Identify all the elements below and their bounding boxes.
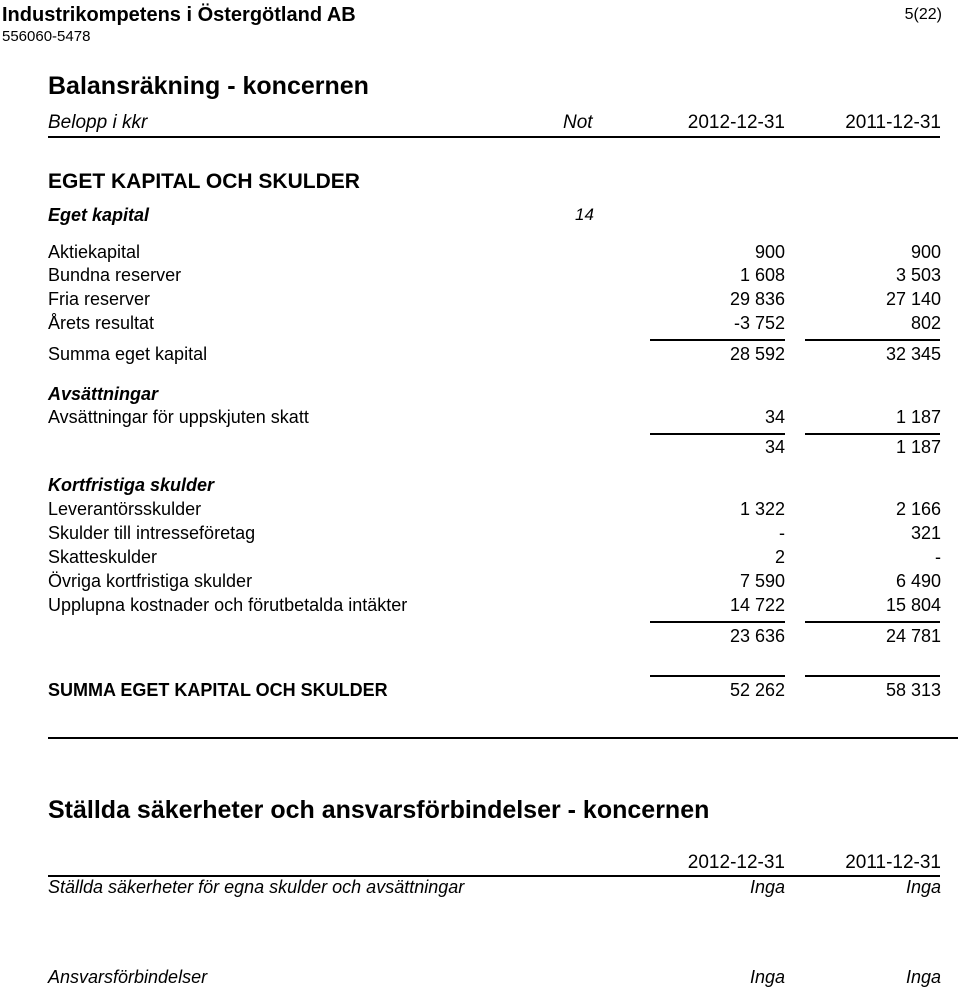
value-2012: 900 xyxy=(754,242,785,262)
subtotal-rule xyxy=(650,621,785,623)
value-2011: 2 166 xyxy=(895,499,941,519)
row-label: Avsättningar för uppskjuten skatt xyxy=(48,407,309,427)
col-2011: 2011-12-31 xyxy=(845,112,941,133)
grand-total-2011: 58 313 xyxy=(885,680,941,700)
org-number: 556060-5478 xyxy=(2,28,91,45)
subtotal-rule xyxy=(805,433,940,435)
subtotal-rule xyxy=(650,339,785,341)
balance-title: Balansräkning - koncernen xyxy=(48,72,369,100)
value-2011: 27 140 xyxy=(885,289,941,309)
value-2012: 7 590 xyxy=(739,571,785,591)
pledged-row-label: Ställda säkerheter för egna skulder och avsättningar xyxy=(48,877,465,897)
pledged-value-2011: Inga xyxy=(905,877,941,897)
row-label: Upplupna kostnader och förutbetalda intäkter xyxy=(48,595,408,615)
total-rule xyxy=(650,675,785,677)
value-2011: - xyxy=(935,547,941,567)
contingent-row-label: Ansvarsförbindelser xyxy=(48,967,208,987)
col-label: Belopp i kkr xyxy=(48,112,148,133)
equity-total-2011: 32 345 xyxy=(885,344,941,364)
row-label: Årets resultat xyxy=(48,313,155,333)
value-2011: 802 xyxy=(910,313,941,333)
col-note: Not xyxy=(563,112,593,133)
pledged-title: Ställda säkerheter och ansvarsförbindelser - koncernen xyxy=(48,796,710,824)
value-2012: 14 722 xyxy=(729,595,785,615)
value-2012: 34 xyxy=(764,407,785,427)
current-heading: Kortfristiga skulder xyxy=(48,475,215,495)
value-2011: 15 804 xyxy=(885,595,941,615)
row-label: Skatteskulder xyxy=(48,547,158,567)
subtotal-rule xyxy=(805,339,940,341)
contingent-value-2012: Inga xyxy=(749,967,785,987)
equity-total-2012: 28 592 xyxy=(729,344,785,364)
row-label: Bundna reserver xyxy=(48,265,182,285)
current-total-2012: 23 636 xyxy=(729,626,785,646)
subtotal-rule xyxy=(805,621,940,623)
value-2012: 29 836 xyxy=(729,289,785,309)
pledged-col-2011: 2011-12-31 xyxy=(845,852,941,873)
row-label: Skulder till intresseföretag xyxy=(48,523,256,543)
contingent-value-2011: Inga xyxy=(905,967,941,987)
row-label: Leverantörsskulder xyxy=(48,499,202,519)
grand-total-2012: 52 262 xyxy=(729,680,785,700)
company-name: Industrikompetens i Östergötland AB xyxy=(2,4,356,26)
value-2012: 2 xyxy=(774,547,785,567)
value-2012: 1 608 xyxy=(739,265,785,285)
equity-heading: Eget kapital xyxy=(48,205,150,225)
total-rule xyxy=(805,675,940,677)
provisions-total-2011: 1 187 xyxy=(895,437,941,457)
row-label: Aktiekapital xyxy=(48,242,141,262)
col-2012: 2012-12-31 xyxy=(687,112,785,133)
value-2011: 6 490 xyxy=(895,571,941,591)
value-2011: 3 503 xyxy=(895,265,941,285)
row-label: Fria reserver xyxy=(48,289,151,309)
value-2012: 1 322 xyxy=(739,499,785,519)
grand-total-label: SUMMA EGET KAPITAL OCH SKULDER xyxy=(48,680,388,700)
provisions-heading: Avsättningar xyxy=(48,384,159,404)
page-number: 5(22) xyxy=(904,6,942,23)
value-2012: - xyxy=(779,523,785,543)
header-rule xyxy=(48,136,940,138)
subtotal-rule xyxy=(650,433,785,435)
value-2011: 321 xyxy=(910,523,941,543)
pledged-col-2012: 2012-12-31 xyxy=(687,852,785,873)
value-2011: 900 xyxy=(910,242,941,262)
equity-total-label: Summa eget kapital xyxy=(48,344,208,364)
current-total-2011: 24 781 xyxy=(885,626,941,646)
equity-note: 14 xyxy=(575,205,594,224)
value-2011: 1 187 xyxy=(895,407,941,427)
section-title: EGET KAPITAL OCH SKULDER xyxy=(48,170,360,193)
row-label: Övriga kortfristiga skulder xyxy=(48,571,253,591)
value-2012: -3 752 xyxy=(733,313,785,333)
provisions-total-2012: 34 xyxy=(764,437,785,457)
section-divider xyxy=(48,737,958,739)
pledged-value-2012: Inga xyxy=(749,877,785,897)
